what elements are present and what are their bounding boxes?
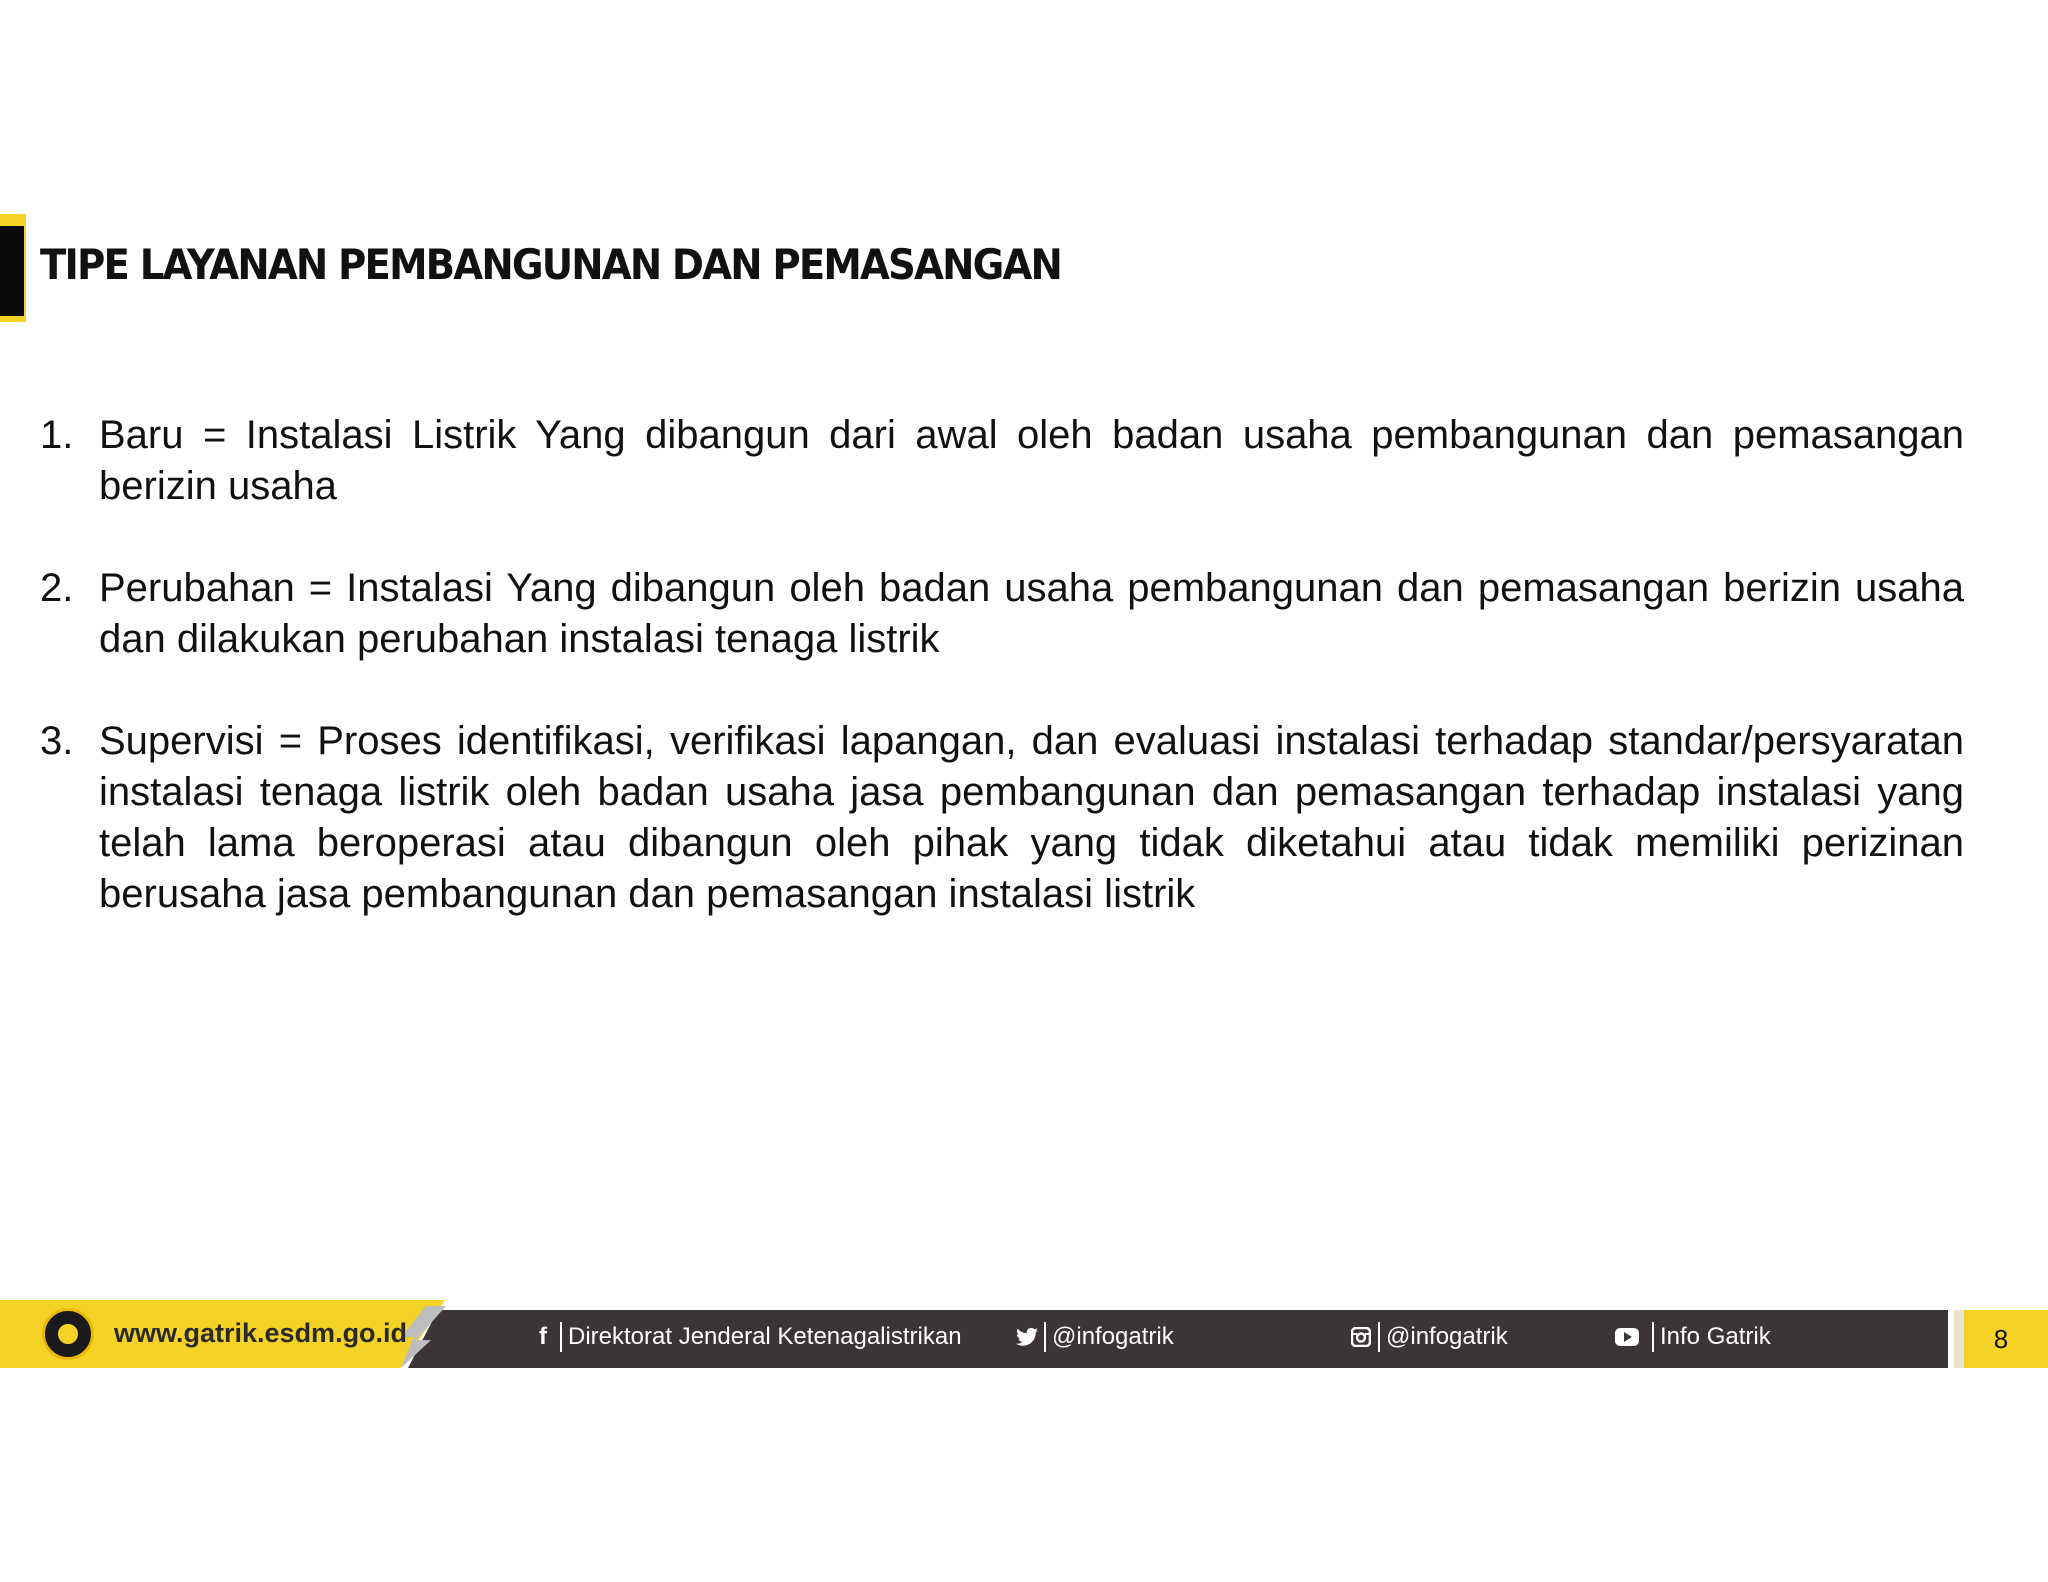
youtube-label: Info Gatrik — [1660, 1323, 1771, 1350]
item-number: 2. — [40, 566, 74, 610]
item-number: 3. — [40, 719, 74, 763]
list-item — [40, 716, 1964, 920]
twitter-link[interactable] — [1016, 1322, 1174, 1352]
facebook-link[interactable] — [532, 1322, 962, 1352]
separator — [1378, 1322, 1380, 1352]
website-link[interactable]: www.gatrik.esdm.go.id — [114, 1318, 408, 1348]
logo-emblem-center — [55, 1321, 81, 1347]
item-number: 1. — [40, 413, 74, 457]
facebook-label: Direktorat Jenderal Ketenagalistrikan — [568, 1323, 962, 1350]
instagram-link[interactable] — [1350, 1322, 1508, 1352]
facebook-icon: f — [539, 1323, 547, 1350]
list-item — [40, 410, 1964, 512]
instagram-icon — [1350, 1326, 1372, 1348]
item-text: Baru = Instalasi Listrik Yang dibangun dari awal oleh badan usaha pembangunan dan pemasangan berizin usaha — [99, 413, 1964, 508]
footer-bar — [0, 1300, 2048, 1368]
youtube-link[interactable] — [1614, 1322, 1771, 1352]
logo-emblem-icon — [42, 1308, 94, 1360]
slide-title: TIPE LAYANAN PEMBANGUNAN DAN PEMASANGAN — [40, 240, 1062, 289]
content-list — [40, 410, 1964, 971]
twitter-icon — [1016, 1326, 1038, 1348]
title-accent-mark — [0, 226, 24, 316]
youtube-icon — [1614, 1326, 1640, 1348]
instagram-label: @infogatrik — [1386, 1323, 1508, 1350]
page-number-label: 8 — [1993, 1323, 2009, 1354]
twitter-label: @infogatrik — [1052, 1323, 1174, 1350]
item-text: Perubahan = Instalasi Yang dibangun oleh badan usaha pembangunan dan pemasangan berizin usaha dan dilakukan perubahan instalasi tenaga listrik — [99, 566, 1964, 661]
page-number — [1954, 1310, 2048, 1368]
list-item — [40, 563, 1964, 665]
item-text: Supervisi = Proses identifikasi, verifikasi lapangan, dan evaluasi instalasi terhadap standar/persyaratan instalasi tenaga listrik oleh badan usaha jasa pembangunan dan pemasangan terhadap instalasi yang telah lama beroperasi atau dibangun oleh pihak yang tidak diketahui atau tidak memiliki perizinan berusaha jasa pembangunan dan pemasangan instalasi listrik — [99, 719, 1964, 916]
separator — [560, 1322, 562, 1352]
separator — [1652, 1322, 1654, 1352]
separator — [1044, 1322, 1046, 1352]
